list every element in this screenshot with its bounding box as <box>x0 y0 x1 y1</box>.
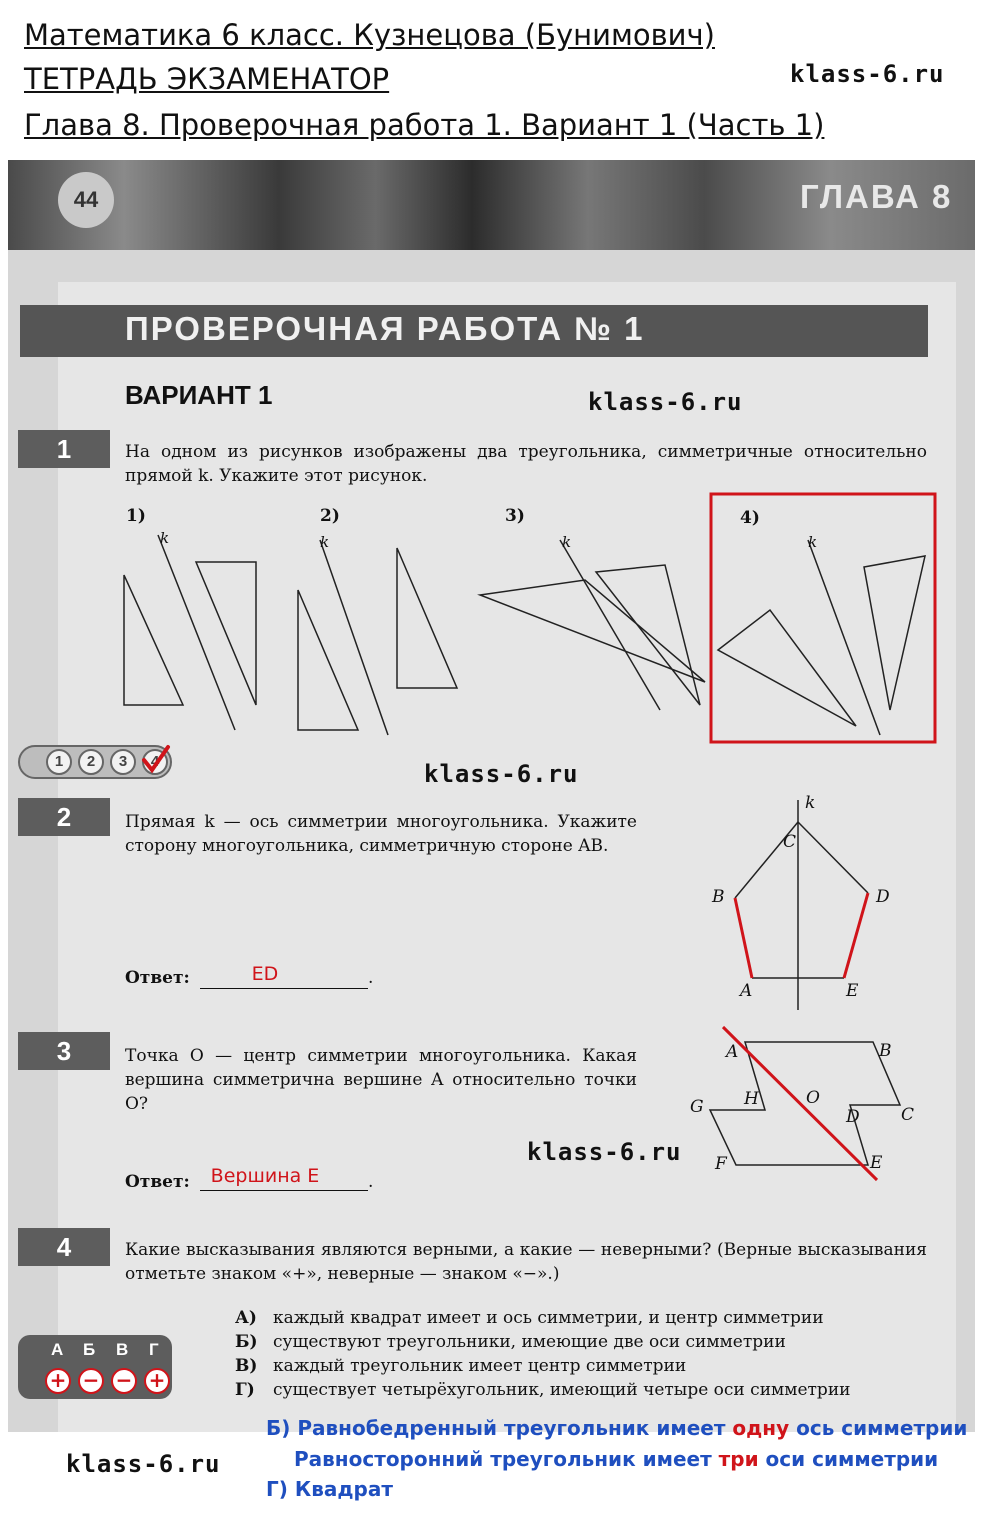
grid-letter-g: Г <box>149 1340 159 1359</box>
task-2-answer-value: ED <box>251 963 279 985</box>
task-3-answer-value: Вершина Е <box>210 1165 320 1187</box>
fig2-k-label: k <box>320 533 330 551</box>
polygon-outline <box>710 1042 900 1165</box>
grid-mark-v[interactable]: − <box>111 1368 137 1394</box>
task-3-answer-label: Ответ: <box>125 1172 190 1192</box>
choice-1[interactable]: 1 <box>46 749 72 775</box>
grid-mark-a[interactable]: + <box>45 1368 71 1394</box>
doc-subtitle: ТЕТРАДЬ ЭКЗАМЕНАТОР <box>24 62 390 96</box>
note-line-1: Б) Равнобедренный треугольник имеет одну ось симметрии <box>266 1416 968 1440</box>
task-4-option-g: Г) существует четырёхугольник, имеющий четыре оси симметрии <box>235 1380 851 1400</box>
label-E3: E <box>870 1153 883 1173</box>
fig3-k-label: k <box>562 533 572 551</box>
label-B3: B <box>879 1041 892 1061</box>
task-4-option-a: А) каждый квадрат имеет и ось симметрии, и центр симметрии <box>235 1308 824 1328</box>
brand-watermark-task3: klass-6.ru <box>527 1138 682 1166</box>
task-2-period: . <box>368 968 374 988</box>
figure-3-label: 3) <box>505 506 525 526</box>
choice-3[interactable]: 3 <box>110 749 136 775</box>
task-2-answer-label: Ответ: <box>125 968 190 988</box>
fig1-k-label: k <box>160 529 170 547</box>
brand-watermark-top: klass-6.ru <box>790 60 945 88</box>
task-4-option-v: В) каждый треугольник имеет центр симметрии <box>235 1356 687 1376</box>
variant-title: ВАРИАНТ 1 <box>125 380 273 410</box>
choice-4[interactable]: 4 <box>142 749 168 775</box>
figure-1-label: 1) <box>126 506 146 526</box>
task-1-number: 1 <box>18 430 110 468</box>
label-k: k <box>805 793 816 813</box>
figure-4-label: 4) <box>740 508 760 528</box>
note-line-2: Равносторонний треугольник имеет три оси симметрии <box>294 1447 939 1471</box>
brand-watermark-mid: klass-6.ru <box>424 760 579 788</box>
fig4-k-label: k <box>808 533 818 551</box>
label-D: D <box>876 887 890 907</box>
grid-letter-a: А <box>51 1340 64 1359</box>
task-4-option-b: Б) существуют треугольники, имеющие две оси симметрии <box>235 1332 786 1352</box>
label-A: A <box>740 981 753 1001</box>
note-line-3: Г) Квадрат <box>266 1477 393 1501</box>
task-3-number: 3 <box>18 1032 110 1070</box>
task-3-period: . <box>368 1172 374 1192</box>
work-title: ПРОВЕРОЧНАЯ РАБОТА № 1 <box>125 310 645 347</box>
task-3-text: Точка O — центр симметрии многоугольника. Какая вершина симметрична вершине A относительно точки O? <box>125 1046 637 1114</box>
brand-watermark-bottom: klass-6.ru <box>66 1450 221 1478</box>
label-A3: A <box>726 1042 739 1062</box>
grid-letter-v: В <box>116 1340 129 1359</box>
label-O3: O <box>806 1088 820 1108</box>
brand-watermark-variant: klass-6.ru <box>588 388 743 416</box>
label-H3: H <box>744 1089 759 1109</box>
label-B: B <box>712 887 725 907</box>
task-1-text: На одном из рисунков изображены два треугольника, симметричные относительно прямой k. Укажите этот рисунок. <box>125 442 927 486</box>
task-2-text: Прямая k — ось симметрии многоугольника. Укажите сторону многоугольника, симметричную стороне AB. <box>125 812 637 856</box>
choice-2[interactable]: 2 <box>78 749 104 775</box>
doc-title: Математика 6 класс. Кузнецова (Бунимович) <box>24 18 715 52</box>
label-E: E <box>846 981 859 1001</box>
label-F3: F <box>715 1154 727 1174</box>
doc-chapter-line: Глава 8. Проверочная работа 1. Вариант 1 (Часть 1) <box>24 108 825 142</box>
figure-2-label: 2) <box>320 506 340 526</box>
label-C3: C <box>901 1105 915 1125</box>
task-4-number: 4 <box>18 1228 110 1266</box>
chapter-label: ГЛАВА 8 <box>800 178 953 215</box>
grid-letter-b: Б <box>83 1340 96 1359</box>
label-G3: G <box>690 1097 704 1117</box>
label-D3: D <box>846 1107 860 1127</box>
grid-mark-b[interactable]: − <box>78 1368 104 1394</box>
task-4-text: Какие высказывания являются верными, а какие — неверными? (Верные высказывания отметьте знаком «+», неверные — знаком «−».) <box>125 1240 927 1284</box>
task-2-number: 2 <box>18 798 110 836</box>
grid-mark-g[interactable]: + <box>144 1368 170 1394</box>
label-C: C <box>783 832 797 852</box>
page-number: 44 <box>58 172 114 228</box>
